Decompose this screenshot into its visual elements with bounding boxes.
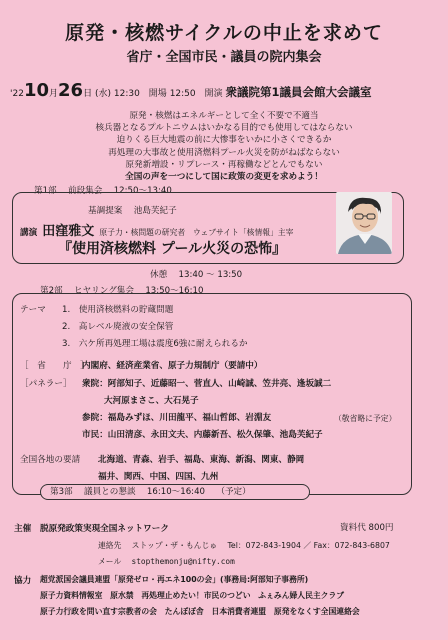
- cooperation-label: 協力: [14, 576, 32, 586]
- organizer-name: 脱原発政策実現全国ネットワーク: [40, 524, 169, 534]
- lecture-label: 講演: [20, 228, 38, 238]
- cooperation-line: 原子力資料情報室 原水禁 再処理止めたい！市民のつどい ふぇみん婦人民主クラブ: [40, 591, 345, 600]
- part1-name: 前段集会: [67, 186, 103, 196]
- panel-note: （敬省略に予定）: [334, 414, 397, 423]
- part3-note: （予定）: [216, 487, 251, 497]
- date-month: 10: [23, 80, 49, 101]
- open-time: 12:30 開場: [113, 89, 167, 99]
- date-month-unit: 月: [49, 89, 59, 99]
- keynote-speaker: 池島芙紀子: [133, 206, 177, 216]
- start-time: 12:50 開演: [169, 89, 223, 99]
- contact-name: ストップ・ザ・もんじゅ: [131, 541, 218, 550]
- panel-city: 市民：山田清彦、永田文夫、内藤新吾、松久保肇、池島芙紀子: [82, 430, 323, 440]
- mail-label: メール: [98, 557, 122, 566]
- fee: 資料代 800円: [340, 523, 394, 533]
- date-weekday: (水): [94, 89, 111, 99]
- date-line: [10, 80, 440, 101]
- mail-address: stopthemonju@nifty.com: [131, 557, 235, 566]
- panel-councillor: 参院：福島みずほ、川田龍平、福山哲郎、岩淵友: [82, 413, 272, 423]
- slogan-item: 迫りくる巨大地震の前に大惨事をいかに小さくできるか: [116, 135, 332, 146]
- date-day-unit: 日: [83, 89, 93, 99]
- theme-item: 3. 六ケ所再処理工場は震度6強に耐えられるか: [62, 339, 248, 349]
- lecture-line: [20, 220, 293, 239]
- cooperation-line: 超党派国会議員連盟「原発ゼロ・再エネ100の会」(事務局:阿部知子事務所): [40, 575, 309, 584]
- break-time: 13:40 ～ 13:50: [178, 270, 243, 280]
- theme-label: テーマ: [20, 305, 46, 315]
- portrait-image: [336, 192, 392, 254]
- break-label: 休憩: [150, 270, 168, 280]
- part3-name: 議員との懇談: [83, 487, 136, 497]
- page-subtitle: 省庁・全国市民・議員の院内集会: [126, 50, 322, 65]
- contact-line: [98, 540, 390, 551]
- contact-tel: Tel：072-843-1904: [227, 541, 301, 550]
- slogan-item: 原発新増設・リプレース・再稼働などとんでもない: [125, 159, 323, 170]
- contact-fax: ／ Fax：072-843-6807: [303, 541, 390, 550]
- slogan-list: [40, 110, 408, 183]
- lecture-title: 『使用済核燃料 プール火災の恐怖』: [58, 241, 287, 257]
- date-year: '22: [10, 89, 24, 99]
- slogan-item: 核兵器となるプルトニウムはいかなる目的でも使用してはならない: [95, 123, 353, 134]
- page-title: 原発・核燃サイクルの中止を求めて: [65, 22, 383, 44]
- part1-label: 第1部: [34, 186, 57, 196]
- lecturer-photo: [336, 192, 392, 254]
- panel-house-cont: 大河原まさこ、大石晃子: [104, 396, 199, 406]
- cooperation-line: 原子力行政を問い直す宗教者の会 たんぽぽ舎 日本消費者連盟 原発をなくす全国連絡会: [40, 607, 360, 616]
- break-line: [150, 268, 242, 280]
- part2-time: 13:50～16:10: [145, 286, 204, 296]
- mail-line: [98, 556, 235, 567]
- panel-label: ［パネラー］: [20, 379, 72, 389]
- part3-time: 16:10～16:40: [146, 487, 206, 497]
- lecturer-role: 原子力・核問題の研究者 ウェブサイト「核情報」主宰: [99, 228, 294, 237]
- lecturer-name: 田窪雅文: [42, 224, 95, 239]
- keynote-line: [88, 204, 177, 216]
- keynote-label: 基調提案: [88, 206, 123, 216]
- date-day: 26: [58, 80, 84, 101]
- part3-line: [50, 485, 251, 497]
- regions-label: 全国各地の要請: [20, 455, 81, 465]
- theme-item: 1. 使用済核燃料の貯蔵問題: [62, 305, 174, 315]
- slogan-item: 原発・核燃はエネルギーとして全く不要で不適当: [129, 111, 319, 121]
- regions-line2: 福井、関西、中国、四国、九州: [98, 472, 219, 482]
- contact-label: 連絡先: [98, 541, 122, 550]
- regions-line1: 北海道、青森、岩手、福島、東海、新潟、関東、静岡: [98, 455, 305, 465]
- venue: 衆議院第1議員会館大会議室: [225, 85, 372, 99]
- part2-name: ヒヤリング集会: [73, 286, 134, 296]
- panel-house: 衆院：阿部知子、近藤昭一、菅直人、山崎誠、笠井亮、逢坂誠二: [82, 379, 332, 389]
- part2-label: 第2部: [40, 286, 63, 296]
- ministries-list: 内閣府、経済産業省、原子力規制庁（要請中）: [82, 361, 263, 371]
- organizer-label: 主催: [14, 524, 32, 534]
- part3-label: 第3部: [50, 487, 73, 497]
- slogan-item: 再処理の大事故と使用済燃料プール火災を防がねばならない: [108, 147, 340, 158]
- ministries-label: ［ 省 庁 ］: [20, 361, 89, 371]
- part1-time: 12:50～13:40: [113, 186, 172, 196]
- theme-item: 2. 高レベル廃液の安全保管: [62, 322, 174, 332]
- slogan-item: 全国の声を一つにして国に政策の変更を求めよう！: [125, 172, 323, 183]
